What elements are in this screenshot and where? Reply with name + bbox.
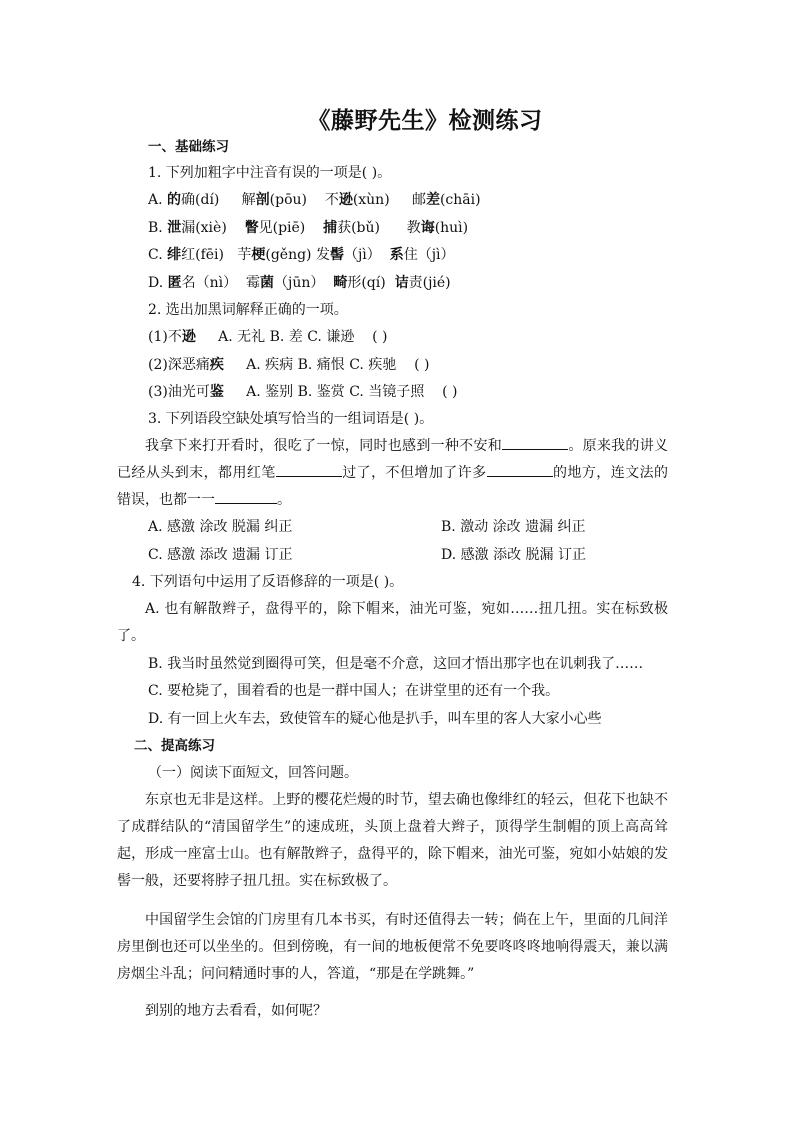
pinyin-text: (chāi): [439, 192, 481, 208]
bold-char: 疾: [209, 357, 224, 373]
option-letter: C.: [148, 247, 163, 263]
pinyin-text: (huì): [434, 220, 469, 236]
question-2-item-1: [148, 327, 388, 347]
pinyin-text: (pōu): [269, 192, 307, 208]
plain-char: 不: [324, 192, 339, 208]
pinyin-text: （jūn）: [274, 275, 325, 291]
reading-paragraph-1: 东京也无非是这样。上野的樱花烂熳的时节，望去确也像绯红的轻云，但花下也缺不了成群结队的“清国留学生”的速成班，头顶上盘着大辫子，顶得学生制帽的顶上高高耸起，形成一座富士山。也有解散辫子，盘得平的，除下帽来，油光可鉴，宛如小姑娘的发髻一般，还要将脖子扭几扭。实在标致极了。: [117, 792, 668, 889]
question-1-option-c: [148, 245, 455, 265]
question-4-option-b: B. 我当时虽然觉到圈得可笑，但是毫不介意，这回才悟出那字也在讥刺我了……: [148, 656, 644, 672]
question-4-option-c: C. 要枪毙了，围着看的也是一群中国人；在讲堂里的还有一个我。: [148, 683, 560, 699]
pinyin-text: 漏(xiè): [181, 220, 227, 236]
bold-char: 捕: [323, 220, 338, 236]
question-3-option-c: C. 感激 添改 遗漏 订正: [148, 547, 293, 563]
question-3-option-b: B. 激动 涂改 遗漏 纠正: [441, 519, 586, 535]
fill-blank[interactable]: [215, 488, 277, 504]
reading-paragraph-3: 到别的地方去看看，如何呢？: [145, 1003, 327, 1019]
passage-text: 的地方，连文法的错误，也都一一: [117, 465, 669, 508]
item-number: (2): [148, 357, 168, 373]
section-heading-advanced: 二、提高练习: [134, 738, 215, 754]
bold-char: 菌: [260, 275, 275, 291]
bold-char: 系: [389, 247, 404, 263]
plain-char: 芋: [237, 247, 252, 263]
question-2-item-2: [148, 355, 430, 375]
question-3-option-a: A. 感激 涂改 脱漏 纠正: [148, 519, 293, 535]
bold-char: 诲: [420, 220, 435, 236]
bold-char: 的: [167, 192, 182, 208]
section-heading-basic: 一、基础练习: [148, 139, 229, 155]
item-options: A. 鉴别 B. 鉴赏 C. 当镜子照: [246, 384, 425, 400]
bold-char: 诘: [394, 275, 409, 291]
question-2-stem: 2. 选出加黑词解释正确的一项。: [148, 302, 348, 318]
question-1-option-a: [148, 190, 481, 210]
item-number: (1): [148, 329, 168, 345]
question-4-option-a: A. 也有解散辫子，盘得平的，除下帽来，油光可鉴，宛如……扭几扭。实在标致极了。: [117, 601, 668, 644]
question-1-option-b: [148, 218, 468, 238]
pinyin-text: 见(piē): [258, 220, 306, 236]
bold-char: 瞥: [244, 220, 259, 236]
bold-char: 鉴: [209, 384, 224, 400]
passage-text: 过了，不但增加了许多: [341, 465, 487, 481]
bold-char: 差: [425, 192, 440, 208]
answer-paren: ( ): [414, 357, 430, 373]
pinyin-text: (xùn): [352, 192, 390, 208]
document-title: 《藤野先生》检测练习: [307, 108, 543, 134]
bold-char: 剖: [255, 192, 270, 208]
item-word: 油光可: [167, 384, 210, 400]
passage-text: 。: [277, 492, 291, 508]
question-2-item-3: [148, 382, 458, 402]
bold-char: 绯: [167, 247, 182, 263]
question-1-option-d: [148, 273, 451, 293]
pinyin-text: 获(bǔ): [337, 220, 380, 236]
passage-text: 。原来我的讲义已经从头到末，都用红笔: [117, 438, 668, 481]
question-3-stem: 3. 下列语段空缺处填写恰当的一组词语是( )。: [148, 411, 434, 427]
question-3-passage: [117, 433, 668, 514]
fill-blank[interactable]: [502, 434, 568, 450]
bold-char: 逊: [181, 329, 196, 345]
answer-paren: ( ): [372, 329, 388, 345]
question-3-option-d: D. 感激 添改 脱漏 订正: [441, 547, 586, 563]
bold-char: 梗: [251, 247, 266, 263]
item-word: 不: [167, 329, 182, 345]
bold-char: 髻: [329, 247, 344, 263]
plain-char: 发: [315, 247, 330, 263]
bold-char: 畸: [333, 275, 348, 291]
bold-char: 泄: [167, 220, 182, 236]
bold-char: 匿: [167, 275, 182, 291]
reading-paragraph-2: 中国留学生会馆的门房里有几本书买，有时还值得去一转；倘在上午，里面的几间洋房里倒也还可以坐坐的。但到傍晚，有一间的地板便常不免要咚咚咚地响得震天，兼以满房烟尘斗乱；问问精通时事的人，答道，“那是在学跳舞。”: [117, 912, 668, 982]
plain-char: 邮: [411, 192, 426, 208]
bold-char: 逊: [338, 192, 353, 208]
option-letter: A.: [148, 192, 163, 208]
item-number: (3): [148, 384, 168, 400]
item-word: 深恶痛: [167, 357, 210, 373]
pinyin-text: 红(fēi): [181, 247, 224, 263]
passage-text: 我拿下来打开看时，很吃了一惊，同时也感到一种不安和: [145, 438, 503, 454]
question-1-stem: 1. 下列加粗字中注音有误的一项是( )。: [148, 165, 392, 181]
plain-char: 霉: [246, 275, 261, 291]
pinyin-text: 形(qí): [347, 275, 386, 291]
pinyin-text: 名（nì）: [181, 275, 238, 291]
pinyin-text: 责(jié): [408, 275, 451, 291]
pinyin-text: 住（jì）: [403, 247, 455, 263]
answer-paren: ( ): [442, 384, 458, 400]
plain-char: 教: [406, 220, 421, 236]
plain-char: 解: [241, 192, 256, 208]
pinyin-text: (gěng): [265, 247, 312, 263]
item-options: A. 疾病 B. 痛恨 C. 疾驰: [246, 357, 397, 373]
fill-blank[interactable]: [276, 461, 342, 477]
item-options: A. 无礼 B. 差 C. 谦逊: [218, 329, 355, 345]
fill-blank[interactable]: [487, 461, 553, 477]
pinyin-text: （jì）: [343, 247, 381, 263]
question-4-option-d: D. 有一回上火车去，致使管车的疑心他是扒手，叫车里的客人大家小心些: [148, 711, 602, 727]
reading-intro: （一）阅读下面短文，回答问题。: [148, 765, 358, 781]
option-letter: D.: [148, 275, 164, 291]
option-letter: B.: [148, 220, 163, 236]
pinyin-text: 确(dí): [181, 192, 220, 208]
question-4-stem: 4. 下列语句中运用了反语修辞的一项是( )。: [132, 574, 404, 590]
